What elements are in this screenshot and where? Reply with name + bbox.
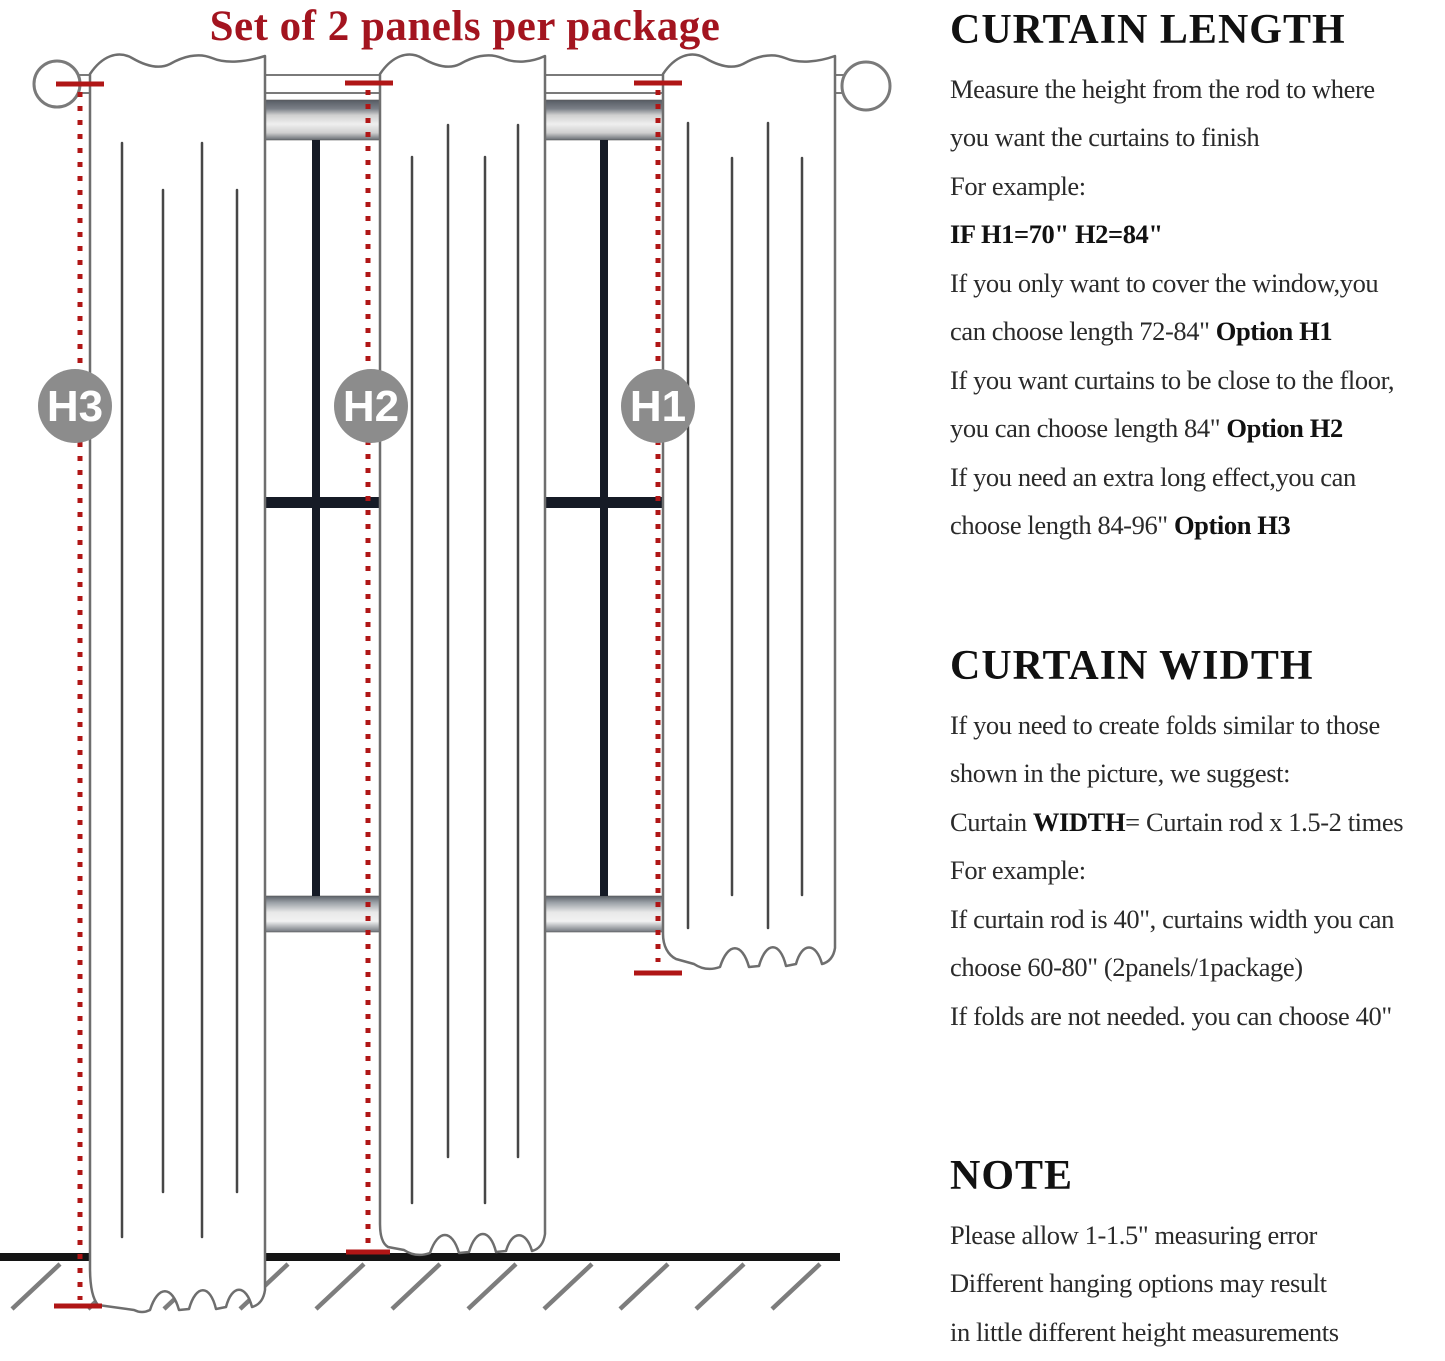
curtain-length-body (950, 65, 1445, 550)
h3-badge-label: H3 (46, 382, 104, 431)
section-note (950, 1150, 1445, 1356)
text-line: Different hanging options may result (950, 1268, 1327, 1298)
text-line: If folds are not needed. you can choose 40" (950, 1000, 1392, 1031)
note-body (950, 1211, 1445, 1357)
curtain-length-heading: CURTAIN LENGTH (950, 7, 1346, 53)
text-line: If you need an extra long effect,you can (950, 461, 1356, 492)
text-line: Measure the height from the rod to where (950, 73, 1375, 104)
curtain-panel-h1 (663, 55, 835, 969)
text-line: Please allow 1-1.5" measuring error (950, 1219, 1317, 1250)
note-heading: NOTE (950, 1153, 1074, 1199)
h3-badge (38, 369, 112, 443)
text-line: IF H1=70" H2=84" (950, 219, 1163, 249)
text-line: choose length 84-96" Option H3 (950, 510, 1291, 540)
diagram-title: Set of 2 panels per package (209, 3, 721, 50)
text-line: For example: (950, 855, 1086, 885)
window-muntin-vertical-left (312, 140, 320, 896)
text-line: If you only want to cover the window,you (950, 267, 1379, 298)
text-line: in little different height measurements (950, 1316, 1339, 1347)
window-muntin-vertical-right (600, 140, 608, 896)
text-line: If you want curtains to be close to the floor, (950, 364, 1395, 395)
text-line: you want the curtains to finish (950, 122, 1260, 152)
h1-badge-label: H1 (629, 382, 687, 431)
h2-badge (334, 369, 408, 443)
section-curtain-length (950, 4, 1445, 550)
text-line: If you need to create folds similar to those (950, 709, 1380, 740)
text-line: shown in the picture, we suggest: (950, 758, 1291, 788)
h1-badge (621, 369, 695, 443)
text-line: you can choose length 84" Option H2 (950, 413, 1343, 443)
curtain-panel-h2 (380, 55, 545, 1255)
curtain-width-body (950, 701, 1445, 1041)
rod-finial-right-icon (842, 62, 890, 110)
curtain-panel-h3 (90, 55, 265, 1312)
text-line: For example: (950, 170, 1086, 201)
text-line: can choose length 72-84" Option H1 (950, 316, 1333, 346)
text-line: Curtain WIDTH= Curtain rod x 1.5-2 times (950, 806, 1404, 837)
curtain-width-heading: CURTAIN WIDTH (950, 643, 1314, 689)
text-line: If curtain rod is 40", curtains width you can (950, 903, 1394, 934)
h2-badge-label: H2 (342, 382, 400, 431)
text-line: choose 60-80" (2panels/1package) (950, 952, 1303, 982)
section-curtain-width (950, 640, 1445, 1040)
